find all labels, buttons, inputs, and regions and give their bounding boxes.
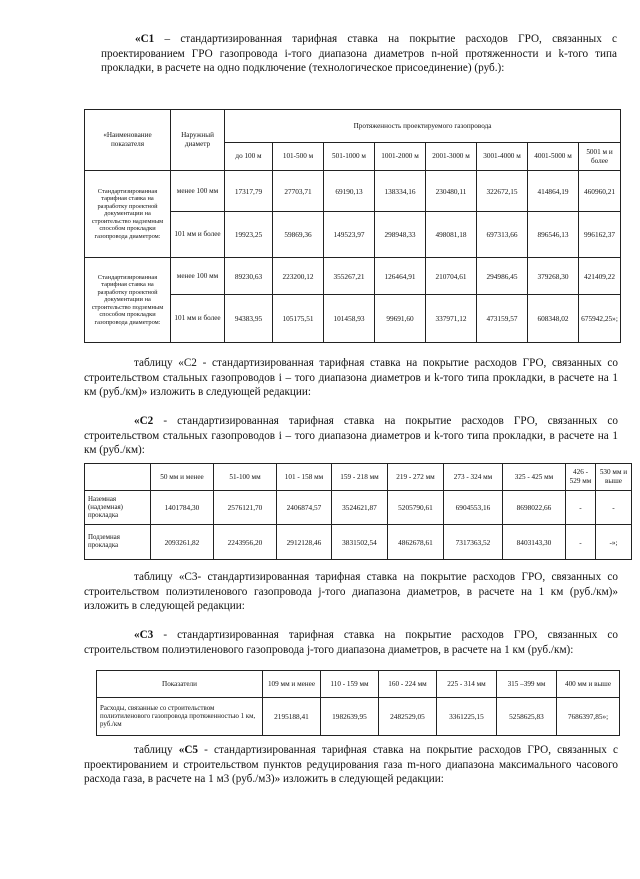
t1-diameter-cell: менее 100 мм xyxy=(171,171,225,212)
t3-row-label: Расходы, связанные со строительством полиэтиленового газопровода протяженностью 1 км, руб./км xyxy=(97,698,263,736)
table-row xyxy=(85,171,621,212)
t1-header-length: Протяженность проектируемого газопровода xyxy=(225,110,621,143)
t3-value-cell: 2482529,05 xyxy=(379,698,437,736)
table-c1-design-rates xyxy=(84,109,621,343)
paragraph-c3-amendment: таблицу «С3- стандартизированная тарифная ставка на покрытие расходов ГРО, связанных со строительством полиэтиленового газопровода j-того диапазона диаметров, в расчете на 1 км (руб./км)» изложить в следующей редакции: xyxy=(84,571,618,613)
t2-value-cell: 8698022,66 xyxy=(503,491,566,525)
t1-value-cell: 27703,71 xyxy=(273,171,324,212)
t3-value-cell: 7686397,85»; xyxy=(557,698,620,736)
t1-value-cell: 138334,16 xyxy=(375,171,426,212)
t1-diameter-cell: 101 мм и более xyxy=(171,212,225,258)
t2-col-header: 219 - 272 мм xyxy=(388,464,444,491)
c2-code: «С2 xyxy=(134,415,154,427)
t1-col-header: 101-500 м xyxy=(273,143,324,171)
t2-header-empty xyxy=(85,464,151,491)
t3-value-cell: 1982639,95 xyxy=(321,698,379,736)
c3-code: «С3 xyxy=(134,629,154,641)
t1-value-cell: 99691,60 xyxy=(375,295,426,343)
t1-value-cell: 355267,21 xyxy=(324,258,375,295)
t1-value-cell: 996162,37 xyxy=(579,212,621,258)
t3-col-header: 109 мм и менее xyxy=(263,671,321,698)
t1-value-cell: 697313,66 xyxy=(477,212,528,258)
t2-col-header: 530 мм и выше xyxy=(596,464,632,491)
t1-value-cell: 498081,18 xyxy=(426,212,477,258)
table-row xyxy=(97,698,620,736)
table-row xyxy=(85,491,632,525)
t2-value-cell: - xyxy=(566,525,596,560)
t3-value-cell: 5258625,83 xyxy=(497,698,557,736)
t1-value-cell: 210704,61 xyxy=(426,258,477,295)
t1-value-cell: 460960,21 xyxy=(579,171,621,212)
t2-col-header: 101 - 158 мм xyxy=(277,464,332,491)
t3-col-header: 225 - 314 мм xyxy=(437,671,497,698)
t2-value-cell: 8403143,30 xyxy=(503,525,566,560)
t2-col-header: 325 - 425 мм xyxy=(503,464,566,491)
t1-value-cell: 19923,25 xyxy=(225,212,273,258)
t2-col-header: 426 - 529 мм xyxy=(566,464,596,491)
t1-value-cell: 473159,57 xyxy=(477,295,528,343)
t1-value-cell: 337971,12 xyxy=(426,295,477,343)
t1-col-header: 1001-2000 м xyxy=(375,143,426,171)
t3-value-cell: 2195188,41 xyxy=(263,698,321,736)
t2-row-label: Наземная (надземная) прокладка xyxy=(85,491,151,525)
paragraph-c1-definition: «С1 – стандартизированная тарифная ставка на покрытие расходов ГРО, связанных с проектированием ГРО газопровода i-того диапазона диаметров n-ной протяженности и k-того типа прокладки, в расчете на одно подключение (технологическое присоединение) (руб.): xyxy=(101,33,617,75)
t1-col-header: 501-1000 м xyxy=(324,143,375,171)
t1-col-header: до 100 м xyxy=(225,143,273,171)
t1-value-cell: 322672,15 xyxy=(477,171,528,212)
paragraph-c2-definition: «С2 - стандартизированная тарифная ставка на покрытие расходов ГРО, связанных со строительством стальных газопроводов i – того диапазона диаметров и k-того типа прокладки, в расчете на 1 км (руб./км): xyxy=(84,415,618,457)
t1-value-cell: 608348,02 xyxy=(528,295,579,343)
t1-group-label-overground: Стандартизированная тарифная ставка на разработку проектной документации на строительство надземным способом прокладки газопровода диаметром: xyxy=(85,171,171,258)
t1-col-header: 2001-3000 м xyxy=(426,143,477,171)
t2-col-header: 273 - 324 мм xyxy=(444,464,503,491)
t1-col-header: 5001 м и более xyxy=(579,143,621,171)
table-row xyxy=(85,525,632,560)
paragraph-c3-definition: «С3 - стандартизированная тарифная ставка на покрытие расходов ГРО, связанных со строительством полиэтиленового газопровода j-того диапазона диаметров, в расчете на 1 км (руб./км): xyxy=(84,629,618,656)
t2-value-cell: 2093261,82 xyxy=(151,525,214,560)
t1-value-cell: 69190,13 xyxy=(324,171,375,212)
t1-value-cell: 414864,19 xyxy=(528,171,579,212)
c1-code: «С1 xyxy=(135,33,155,45)
t3-col-header: 160 - 224 мм xyxy=(379,671,437,698)
t2-value-cell: -»; xyxy=(596,525,632,560)
t2-value-cell: 4862678,61 xyxy=(388,525,444,560)
t3-col-header: 110 - 159 мм xyxy=(321,671,379,698)
t2-value-cell: - xyxy=(596,491,632,525)
t1-group-label-underground: Стандартизированная тарифная ставка на разработку проектной документации на строительство подземным способом прокладки газопровода диаметром: xyxy=(85,258,171,343)
t2-value-cell: - xyxy=(566,491,596,525)
t2-value-cell: 5205790,61 xyxy=(388,491,444,525)
t1-value-cell: 379268,30 xyxy=(528,258,579,295)
t2-col-header: 159 - 218 мм xyxy=(332,464,388,491)
t3-col-header: 315 –399 мм xyxy=(497,671,557,698)
t1-header-name: «Наименование показателя xyxy=(85,110,171,171)
t3-header-name: Показатели xyxy=(97,671,263,698)
t2-value-cell: 2912128,46 xyxy=(277,525,332,560)
t1-diameter-cell: 101 мм и более xyxy=(171,295,225,343)
t1-value-cell: 230480,11 xyxy=(426,171,477,212)
table-row xyxy=(85,258,621,295)
t2-value-cell: 2406874,57 xyxy=(277,491,332,525)
t3-value-cell: 3361225,15 xyxy=(437,698,497,736)
t2-col-header: 51-100 мм xyxy=(214,464,277,491)
t1-value-cell: 421409,22 xyxy=(579,258,621,295)
t1-value-cell: 298948,33 xyxy=(375,212,426,258)
t1-value-cell: 101458,93 xyxy=(324,295,375,343)
t1-value-cell: 17317,79 xyxy=(225,171,273,212)
t1-value-cell: 675942,25»; xyxy=(579,295,621,343)
t2-col-header: 50 мм и менее xyxy=(151,464,214,491)
t2-value-cell: 3831502,54 xyxy=(332,525,388,560)
t1-col-header: 4001-5000 м xyxy=(528,143,579,171)
t2-value-cell: 3524621,87 xyxy=(332,491,388,525)
t1-diameter-cell: менее 100 мм xyxy=(171,258,225,295)
paragraph-c5-amendment: таблицу «С5 - стандартизированная тарифная ставка на покрытие расходов ГРО, связанных с проектированием и строительством пунктов редуцирования газа m-ного диапазона максимального часового расхода газа, в расчете на 1 м3 (руб./м3)» изложить в следующей редакции: xyxy=(84,744,618,786)
t1-value-cell: 294986,45 xyxy=(477,258,528,295)
t1-value-cell: 105175,51 xyxy=(273,295,324,343)
t1-col-header: 3001-4000 м xyxy=(477,143,528,171)
t2-value-cell: 2243956,20 xyxy=(214,525,277,560)
table-c3-polyethylene-pipelines xyxy=(96,670,620,736)
t2-value-cell: 2576121,70 xyxy=(214,491,277,525)
t1-value-cell: 223200,12 xyxy=(273,258,324,295)
table-c2-steel-pipelines xyxy=(84,463,632,560)
c5-code: «С5 xyxy=(178,744,198,756)
t2-value-cell: 7317363,52 xyxy=(444,525,503,560)
t1-value-cell: 149523,97 xyxy=(324,212,375,258)
t2-value-cell: 6904553,16 xyxy=(444,491,503,525)
t1-value-cell: 896546,13 xyxy=(528,212,579,258)
t1-value-cell: 59869,36 xyxy=(273,212,324,258)
t1-header-diameter: Наружный диаметр xyxy=(171,110,225,171)
t1-value-cell: 94383,95 xyxy=(225,295,273,343)
paragraph-c2-amendment: таблицу «С2 - стандартизированная тарифная ставка на покрытие расходов ГРО, связанных со строительством стальных газопроводов i – того диапазона диаметров и k-того типа прокладки, в расчете на 1 км (руб./км)» изложить в следующей редакции: xyxy=(84,357,618,399)
t1-value-cell: 89230,63 xyxy=(225,258,273,295)
t2-row-label: Подземная прокладка xyxy=(85,525,151,560)
t3-col-header: 400 мм и выше xyxy=(557,671,620,698)
t2-value-cell: 1401784,30 xyxy=(151,491,214,525)
t1-value-cell: 126464,91 xyxy=(375,258,426,295)
